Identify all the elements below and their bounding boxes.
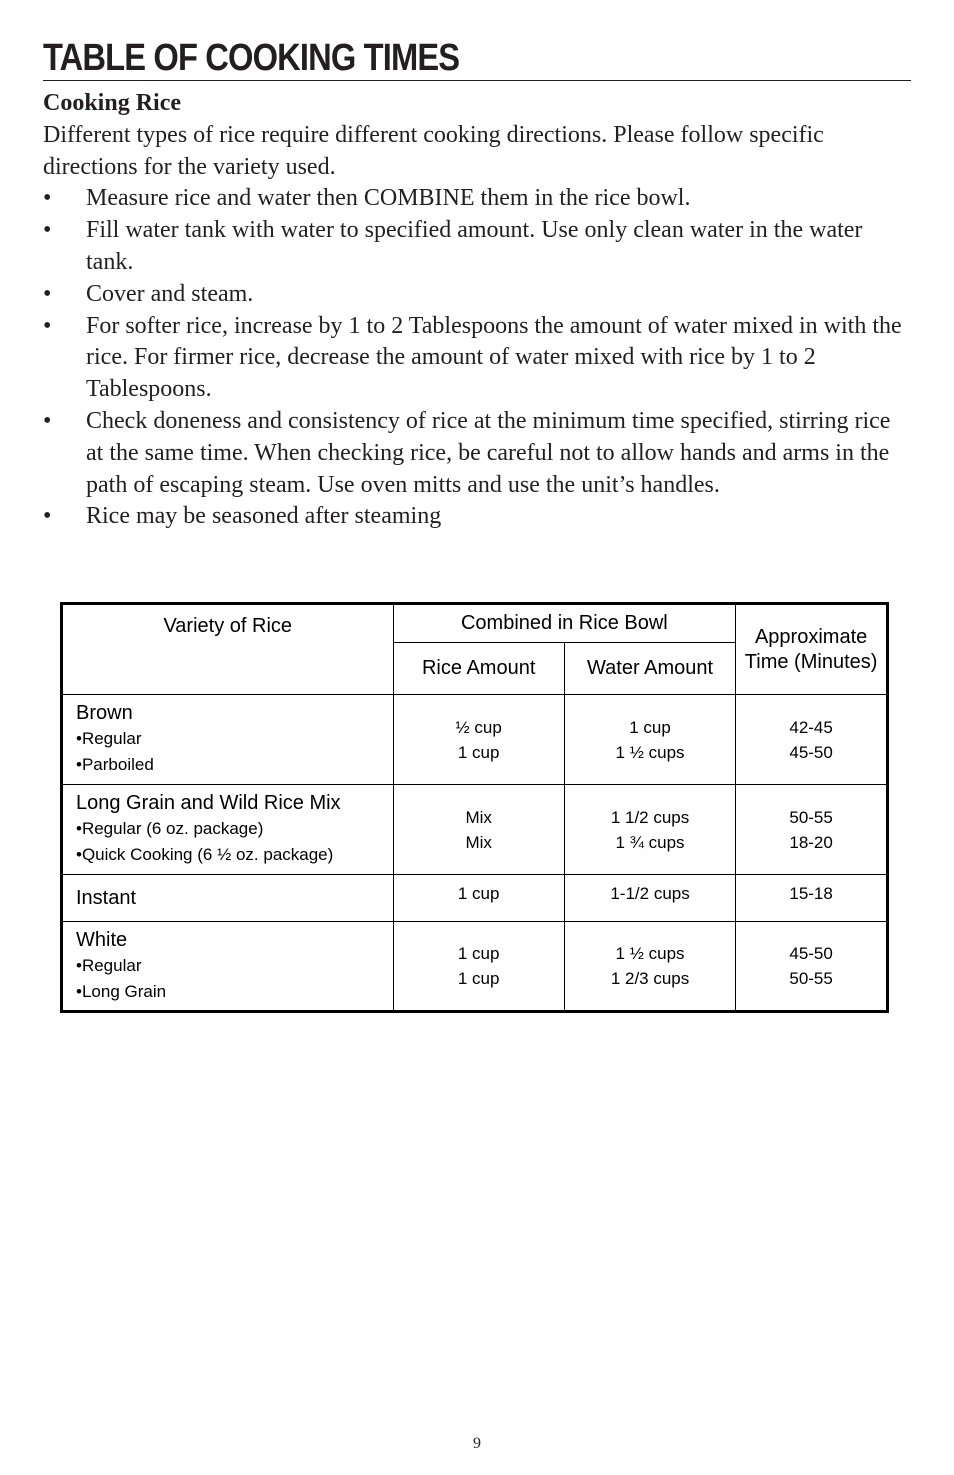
water-amount-cell [564, 922, 735, 1012]
time-cell [736, 922, 888, 1012]
time-value: 42-45 [789, 717, 833, 737]
variety-name: Long Grain and Wild Rice Mix [76, 792, 341, 814]
header-time: Approximate Time (Minutes) [736, 604, 888, 695]
list-item [43, 183, 913, 215]
cooking-times-table [60, 602, 889, 1013]
time-value: 50-55 [789, 807, 833, 827]
time-value: 45-50 [789, 742, 833, 762]
rice-amount-value: 1 cup [457, 944, 500, 963]
variety-subtype: •Regular [76, 729, 142, 748]
bullet-icon: • [43, 312, 52, 339]
variety-subtype: •Regular (6 oz. package) [76, 819, 264, 838]
rice-amount-cell [393, 785, 564, 875]
table-row [62, 785, 888, 875]
variety-name: Instant [76, 886, 137, 909]
header-water-amount: Water Amount [564, 643, 735, 695]
table-row [62, 922, 888, 1012]
water-amount-value: 1-1/2 cups [610, 883, 690, 903]
list-item-text: Cover and steam. [86, 280, 254, 307]
list-item-text: Check doneness and consistency of rice at the minimum time specified, stirring rice at the same time. When checking rice, be careful not to allow hands and arms in the path of escaping steam. Use oven mitts and use the unit’s handles. [86, 407, 891, 498]
intro-paragraph: Different types of rice require different cooking directions. Please follow specific directions for the variety used. [43, 121, 824, 180]
variety-cell [62, 695, 394, 785]
variety-name: White [76, 929, 128, 951]
water-amount-value: 1 1/2 cups [610, 807, 690, 827]
section-heading: Cooking Rice [43, 90, 181, 116]
list-item-text: For softer rice, increase by 1 to 2 Tablespoons the amount of water mixed in with the rice. For firmer rice, decrease the amount of water mixed with rice by 1 to 2 Tablespoons. [86, 312, 902, 403]
list-item [43, 279, 913, 311]
list-item [43, 501, 913, 533]
variety-subtype: •Quick Cooking (6 ½ oz. package) [76, 845, 334, 864]
time-value: 18-20 [789, 832, 833, 852]
rice-amount-cell [393, 875, 564, 922]
bullet-icon: • [43, 185, 52, 212]
variety-cell [62, 922, 394, 1012]
list-item [43, 311, 913, 406]
variety-cell [62, 785, 394, 875]
cooking-rice-section [43, 88, 913, 533]
table-row [62, 875, 888, 922]
bullet-icon: • [43, 503, 52, 530]
rice-amount-value: ½ cup [455, 717, 502, 737]
variety-subtype: •Regular [76, 956, 142, 975]
water-amount-value: 1 cup [629, 717, 671, 737]
rice-amount-value: 1 cup [457, 883, 500, 903]
water-amount-cell [564, 695, 735, 785]
rice-amount-cell [393, 922, 564, 1012]
page-number: 9 [473, 1435, 481, 1452]
variety-subtype: •Long Grain [76, 982, 167, 1001]
time-cell [736, 695, 888, 785]
water-amount-value: 1 2/3 cups [610, 969, 690, 988]
time-cell [736, 785, 888, 875]
time-value: 50-55 [789, 969, 833, 988]
header-variety: Variety of Rice [62, 604, 394, 695]
variety-subtype: •Parboiled [76, 755, 154, 774]
instruction-list [43, 183, 913, 533]
variety-name: Brown [76, 702, 133, 724]
list-item-text: Measure rice and water then COMBINE them in the rice bowl. [86, 185, 691, 212]
time-value: 15-18 [789, 883, 833, 903]
rice-amount-value: 1 cup [457, 742, 500, 762]
list-item-text: Fill water tank with water to specified amount. Use only clean water in the water tank. [86, 217, 863, 275]
water-amount-cell [564, 785, 735, 875]
list-item [43, 215, 913, 279]
list-item [43, 406, 913, 501]
rice-amount-value: 1 cup [457, 969, 500, 988]
water-amount-value: 1 ¾ cups [615, 832, 685, 852]
bullet-icon: • [43, 217, 52, 244]
rice-amount-value: Mix [465, 832, 492, 852]
time-cell [736, 875, 888, 922]
bullet-icon: • [43, 280, 52, 307]
table-row [62, 695, 888, 785]
title-divider [43, 80, 911, 81]
rice-amount-value: Mix [465, 807, 492, 827]
header-rice-amount: Rice Amount [393, 643, 564, 695]
water-amount-cell [564, 875, 735, 922]
time-value: 45-50 [789, 944, 833, 963]
variety-cell [62, 875, 394, 922]
water-amount-value: 1 ½ cups [615, 944, 685, 963]
header-combined: Combined in Rice Bowl [393, 604, 736, 643]
list-item-text: Rice may be seasoned after steaming [86, 503, 442, 530]
bullet-icon: • [43, 407, 52, 434]
rice-amount-cell [393, 695, 564, 785]
water-amount-value: 1 ½ cups [615, 742, 685, 762]
page-title: TABLE OF COOKING TIMES [43, 37, 460, 79]
